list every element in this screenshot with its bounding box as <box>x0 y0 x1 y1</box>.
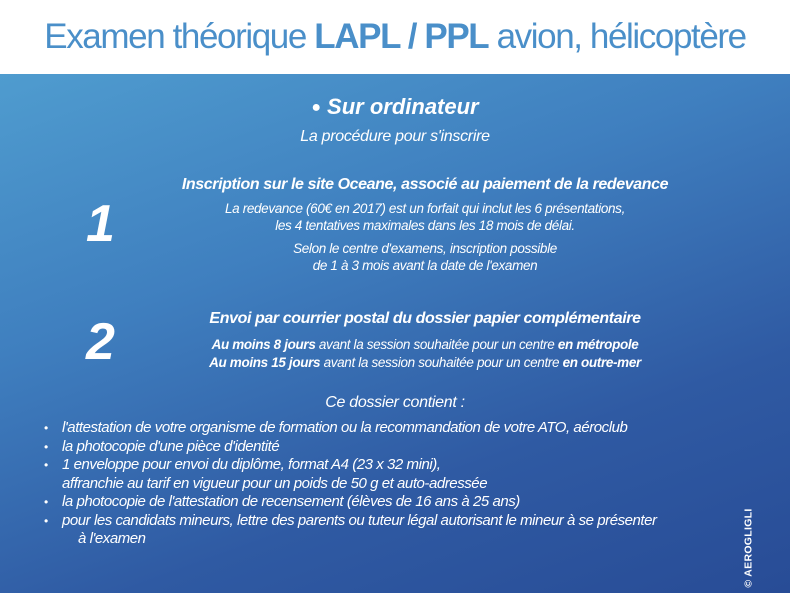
section-title <box>0 94 790 120</box>
step-2-heading: Envoi par courrier postal du dossier papier complémentaire <box>209 310 641 327</box>
dossier-list <box>44 419 754 549</box>
step-2-block <box>135 310 715 372</box>
step-2-line-1-end: en métropole <box>557 337 639 352</box>
list-item-continuation: affranchie au tarif en vigueur pour un poids de 50 g et auto-adressée <box>62 474 488 492</box>
bullet-icon: • <box>44 513 48 528</box>
step-1-line-3: Selon le centre d'examens, inscription possible <box>293 241 557 256</box>
dossier-heading: Ce dossier contient : <box>325 394 465 411</box>
list-item: • la photocopie d'une pièce d'identité <box>44 437 280 455</box>
bullet-icon: ● <box>311 99 322 117</box>
list-item: • l'attestation de votre organisme de formation ou la recommandation de votre ATO, aéroclub <box>44 419 628 436</box>
content-panel <box>0 74 790 593</box>
section-title-text: Sur ordinateur <box>327 94 479 119</box>
step-1-block <box>135 176 715 274</box>
title-bold: LAPL / PPL <box>314 17 489 56</box>
step-1-line-2: les 4 tentatives maximales dans les 18 mois de délai. <box>275 218 575 233</box>
step-number-1: 1 <box>86 195 115 253</box>
title-part-1: Examen théorique <box>44 17 315 56</box>
header <box>0 0 790 74</box>
step-2-line-2-bold: Au moins 15 jours <box>209 355 321 370</box>
step-number-2: 2 <box>86 313 115 371</box>
page-title <box>44 17 745 57</box>
bullet-icon: • <box>44 421 48 435</box>
list-item: • la photocopie de l'attestation de recensement (élèves de 16 ans à 25 ans) <box>44 493 520 510</box>
list-item-continuation: à l'examen <box>78 530 146 547</box>
step-1-line-4: de 1 à 3 mois avant la date de l'examen <box>312 258 538 273</box>
step-2-line-2-text: avant la session souhaitée pour un centre <box>320 355 563 370</box>
bullet-icon: • <box>44 439 48 454</box>
copyright: © AEROGLIGLI <box>742 508 755 588</box>
procedure-subtitle: La procédure pour s'inscrire <box>300 128 490 145</box>
step-2-line-1-bold: Au moins 8 jours <box>211 337 316 352</box>
step-1-heading: Inscription sur le site Oceane, associé au paiement de la redevance <box>181 176 669 193</box>
step-2-line-1 <box>135 336 715 354</box>
title-part-2: avion, hélicoptère <box>488 17 746 56</box>
step-2-line-2 <box>135 354 715 372</box>
bullet-icon: • <box>44 495 48 509</box>
bullet-icon: • <box>44 458 48 472</box>
step-1-line-1: La redevance (60€ en 2017) est un forfait qui inclut les 6 présentations, <box>225 201 625 216</box>
step-2-line-2-end: en outre-mer <box>562 355 641 370</box>
list-item: • 1 enveloppe pour envoi du diplôme, format A4 (23 x 32 mini), <box>44 456 441 473</box>
step-2-line-1-text: avant la session souhaitée pour un centre <box>315 337 558 352</box>
list-item: • pour les candidats mineurs, lettre des parents ou tuteur légal autorisant le mineur à se présenter <box>44 511 657 529</box>
